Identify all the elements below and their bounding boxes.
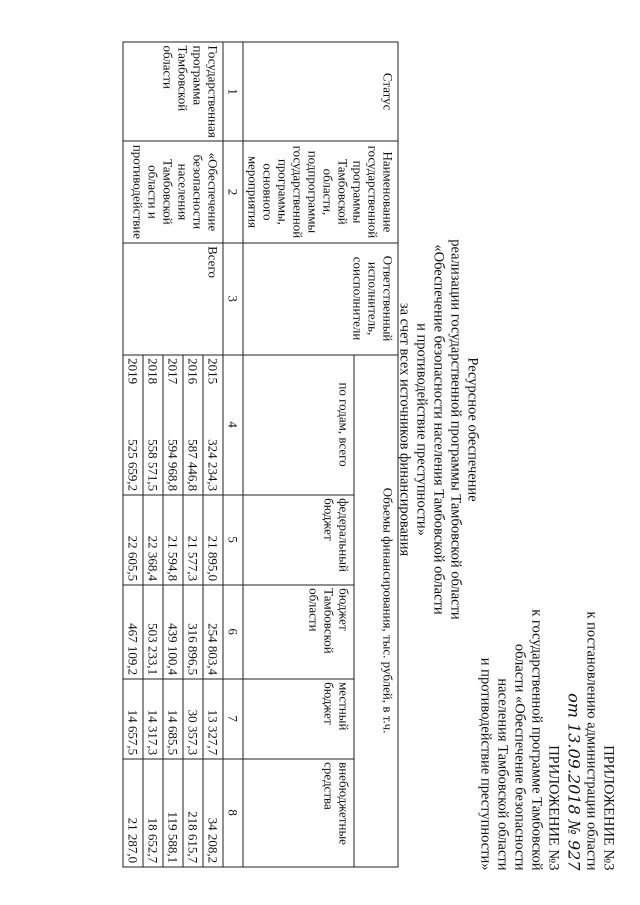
header-by-year-total: по годам, всего xyxy=(243,355,354,495)
column-number: 2 xyxy=(223,141,243,242)
regional-value: 254 803,4 xyxy=(203,585,223,679)
program-reference-line: к государственной программе Тамбовской xyxy=(528,609,545,871)
title-line: «Обеспечение безопасности населения Тамбовской области xyxy=(430,244,447,615)
decree-reference: к постановлению администрации области xyxy=(583,611,600,871)
header-federal: федеральный бюджет xyxy=(243,495,354,585)
funding-table xyxy=(123,42,399,868)
year-total-cell xyxy=(183,355,203,495)
year-total-cell xyxy=(123,355,143,495)
title-line: Ресурсное обеспечение xyxy=(464,357,481,502)
column-number: 5 xyxy=(223,495,243,585)
regional-value: 439 100,4 xyxy=(163,585,183,679)
total-value: 587 446,8 xyxy=(185,439,201,492)
document-title xyxy=(396,220,481,640)
year-label: 2019 xyxy=(125,358,141,385)
status-cell: Государственная программа Тамбовской области xyxy=(123,42,223,141)
regional-value: 503 233,1 xyxy=(143,585,163,679)
offbudget-value: 18 652,7 xyxy=(143,759,163,867)
year-label: 2017 xyxy=(165,358,181,385)
total-value: 558 571,5 xyxy=(145,439,161,492)
total-value: 594 968,8 xyxy=(165,439,181,492)
column-number: 7 xyxy=(223,679,243,759)
offbudget-value: 119 588,1 xyxy=(163,759,183,867)
rotated-document-page xyxy=(11,20,631,885)
executor-cell: Всего xyxy=(123,243,223,355)
header-name: Наименование государственной программы Тамбовской области, подпрограммы государственной программы, основного мероприятия xyxy=(243,141,398,242)
column-number-row xyxy=(223,42,243,867)
federal-value: 21 577,3 xyxy=(183,495,203,585)
local-value: 13 327,7 xyxy=(203,679,223,759)
year-label: 2015 xyxy=(205,358,221,385)
title-line: за счет всех источников финансирования xyxy=(396,302,413,557)
program-reference-line: и противодействие преступности» xyxy=(477,657,494,871)
federal-value: 22 605,5 xyxy=(123,495,143,585)
program-reference-line: населения Тамбовской области xyxy=(494,678,511,871)
column-number: 4 xyxy=(223,355,243,495)
handwritten-date-number: от 13.09.2018 № 927 xyxy=(564,693,584,871)
table-header-row xyxy=(354,42,398,867)
header-regional: бюджет Тамбовской области xyxy=(243,585,354,679)
column-number: 8 xyxy=(223,759,243,867)
column-number: 6 xyxy=(223,585,243,679)
local-value: 14 317,3 xyxy=(143,679,163,759)
total-value: 525 659,2 xyxy=(125,439,141,492)
year-total-cell xyxy=(203,355,223,495)
table-row xyxy=(203,42,223,867)
regional-value: 467 109,2 xyxy=(123,585,143,679)
annex-title-secondary: ПРИЛОЖЕНИЕ №3 xyxy=(545,745,562,871)
offbudget-value: 218 615,7 xyxy=(183,759,203,867)
year-total-cell xyxy=(163,355,183,495)
header-status: Статус xyxy=(243,42,398,141)
year-label: 2016 xyxy=(185,358,201,385)
header-local: местный бюджет xyxy=(243,679,354,759)
program-name-cell: «Обеспечение безопасности населения Тамбовской области и противодействие xyxy=(123,141,223,242)
header-funding-group: Объемы финансирования, тыс. рублей, в т.ч. xyxy=(354,355,398,867)
program-reference-line: области «Обеспечение безопасности xyxy=(511,643,528,871)
year-total-cell xyxy=(143,355,163,495)
title-line: реализации государственной программы Тамбовской области xyxy=(447,239,464,620)
column-number: 1 xyxy=(223,42,243,141)
offbudget-value: 21 287,0 xyxy=(123,759,143,867)
header-offbudget: внебюджетные средства xyxy=(243,759,354,867)
column-number: 3 xyxy=(223,243,243,355)
header-executor: Ответственный исполнитель, соисполнители xyxy=(243,243,398,355)
local-value: 14 657,5 xyxy=(123,679,143,759)
local-value: 30 357,3 xyxy=(183,679,203,759)
total-value: 324 234,3 xyxy=(205,439,221,492)
offbudget-value: 34 208,2 xyxy=(203,759,223,867)
regional-value: 316 896,5 xyxy=(183,585,203,679)
federal-value: 21 594,8 xyxy=(163,495,183,585)
annex-title: ПРИЛОЖЕНИЕ №3 xyxy=(600,745,617,871)
title-line: и противодействие преступности» xyxy=(413,323,430,536)
federal-value: 21 895,0 xyxy=(203,495,223,585)
annex-header xyxy=(477,531,617,871)
federal-value: 22 368,4 xyxy=(143,495,163,585)
local-value: 14 685,5 xyxy=(163,679,183,759)
year-label: 2018 xyxy=(145,358,161,385)
